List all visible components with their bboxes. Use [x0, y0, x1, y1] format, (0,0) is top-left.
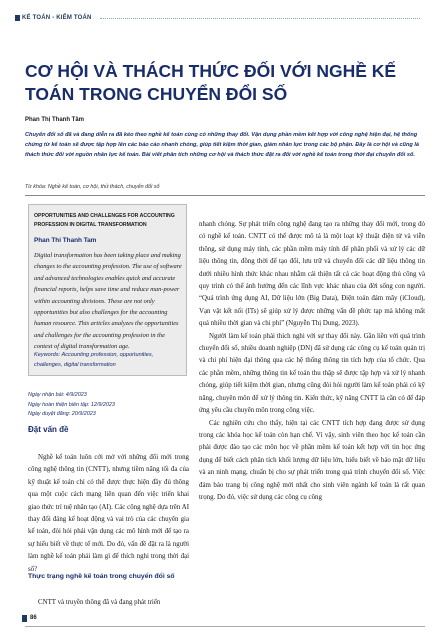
section-tag: KẾ TOÁN - KIỂM TOÁN [22, 15, 92, 21]
footer-divider [25, 626, 425, 627]
english-keywords: Keywords: Accounting profession, opportunities, challenges, digital transformation [34, 352, 154, 368]
page-marker-icon [22, 615, 27, 622]
page-number: 86 [30, 615, 37, 621]
body-paragraph-1: nhanh chóng. Sự phát triển công nghệ đang tạo ra những thay đổi mới, trong đó có nghề kế toán. CNTT có thể được mô tả là một loạt kỹ thuật điện tử và viễn thông, sử dụng máy tính, các phần mềm máy tính để phân phối và xử lý các dữ liệu thông tin, đồng thời để tạo đổi, lưu trữ và chuyển đổi các dữ liệu thông tin dưới nhiều hình thức khác nhau nhằm cải thiện tất cả các hoạt động thủ công và quy trình có thể ảnh hưởng đến các lĩnh vực khác nhau của đời sống con người. “Quá trình ứng dụng AI, Dữ liệu lớn (Big Data), Điện toán đám mây (iCloud), Vạn vật kết nối (ITs) sẽ giúp xử lý được những vấn đề phức tạp mà không mất quá nhiều thời gian và chi phí” (Nguyễn Thị Dung, 2023). [199, 221, 425, 328]
title-divider [25, 195, 425, 196]
header-divider [100, 18, 420, 21]
date-approved: Ngày duyệt đăng: 20/9/2023 [28, 411, 96, 417]
body-paragraph-2: Người làm kế toán phải thích nghi với sự thay đổi này. Gần liền với quá trình chuyển đổi số, nhiều doanh nghiệp (DN) đã sử dụng các công cụ kế toán quản trị và chi phí hiện đại thông qua các hệ thống thông tin tích hợp của tổ chức. Qua các phần mềm, những thông tin kế toán thu thập sẽ được tập hợp và xử lý nhanh chóng, giúp tiết kiệm thời gian, nhưng cũng đòi hỏi người làm kế toán phải có kỹ năng, chuyên môn để xử lý thông tin. Kiến thức, kỹ năng CNTT là cần có để đáp ứng yêu cầu chuyên môn trong công việc. [199, 332, 425, 415]
english-author: Phan Thi Thanh Tam [34, 237, 97, 244]
heading-introduction: Đặt vấn đề [28, 425, 69, 434]
introduction-paragraph: Nghề kế toán luôn cởi mở với những đổi mới trong công nghệ thông tin (CNTT), nhưng tiềm năng tối đa của kỹ thuật kế toán chỉ có thể được thực hiện đầy đủ thông qua một cuộc cách mạng liên quan đến việc triển khai giao thức trí tuệ nhân tạo (AI). Các công nghệ dựa trên AI thay đổi đáng kể hoạt động và vai trò của các chuyên gia kế toán, đòi hỏi phải vận dụng các mô hình mới để tạo ra sự hiểu biết về thực tế mới. Do đó, vấn đề đặt ra là người làm nghề kế toán phải làm gì để thích nghi trong thời đại số? [28, 454, 189, 573]
english-abstract: Digital transformation has been taking place and making changes to the accounting profession. The use of software and advanced technologies enables quick and accurate financial reports, helps save time and reduce man-power within accounting divisions. These are not only opportunities but also challenges for the accounting human resource. This articles analyzes the opportunities and challenges for the accounting profession in the context of digital transformation age. [34, 252, 182, 351]
body-paragraph-3: Các nghiên cứu cho thấy, hiện tại các CNTT tích hợp đang được sử dụng trong các khóa học kế toán còn hạn chế. Vì vậy, sinh viên theo học kế toán cần phải được đào tạo các môn học về phần mềm kế toán kết hợp với tin học ứng dụng để biết cách phân tích khối lượng dữ liệu lớn, hiểu biết về bảo mật dữ liệu và an ninh mạng, chuẩn bị cho sự phát triển trong quá trình chuyển đổi số. Việc đảm bảo trang bị công nghệ mới nhất cho sinh viên ngành kế toán là rất quan trọng. Do đó, việc sử dụng các công cụ công [199, 419, 425, 501]
article-title: CƠ HỘI VÀ THÁCH THỨC ĐỐI VỚI NGHỀ KẾ TOÁN TRONG CHUYỂN ĐỔI SỐ [25, 61, 397, 104]
english-title: OPPORTUNITIES AND CHALLENGES FOR ACCOUNTING PROFESSION IN DIGITAL TRANSFORMATION [34, 213, 175, 228]
section-marker-icon [15, 15, 20, 21]
introduction-body [28, 452, 189, 576]
article-dates [28, 391, 188, 420]
article-keywords: Từ khóa: Nghề kế toán, cơ hội, thử thách, chuyển đổi số [25, 184, 160, 190]
current-state-paragraph: CNTT và truyền thông đã và đang phát triển [38, 599, 161, 606]
date-received: Ngày nhận bài: 4/9/2023 [28, 392, 87, 398]
date-revised: Ngày hoàn thiện biên tập: 12/9/2023 [28, 401, 115, 408]
article-author: Phan Thị Thanh Tâm [25, 117, 85, 123]
heading-current-state: Thực trạng nghề kế toán trong chuyển đổi số [28, 573, 175, 580]
article-abstract: Chuyển đổi số đã và đang diễn ra đã kéo theo nghề kế toán cùng có những thay đổi. Vận dụng phần mềm kết hợp với công nghệ hiện đại, hệ thống chứng từ kế toán sẽ được tập hợp lên các báo cáo nhanh chóng, giúp tiết kiệm thời gian, giảm nhân lực trong các bộ phận. Đây là cơ hội và cũng là thách thức đối với nguồn nhân lực kế toán. Bài viết phân tích những cơ hội và thách thức đặt ra đối với nghề kế toán trong thời đại chuyển đổi số. [25, 132, 420, 158]
right-column-body [199, 219, 425, 504]
